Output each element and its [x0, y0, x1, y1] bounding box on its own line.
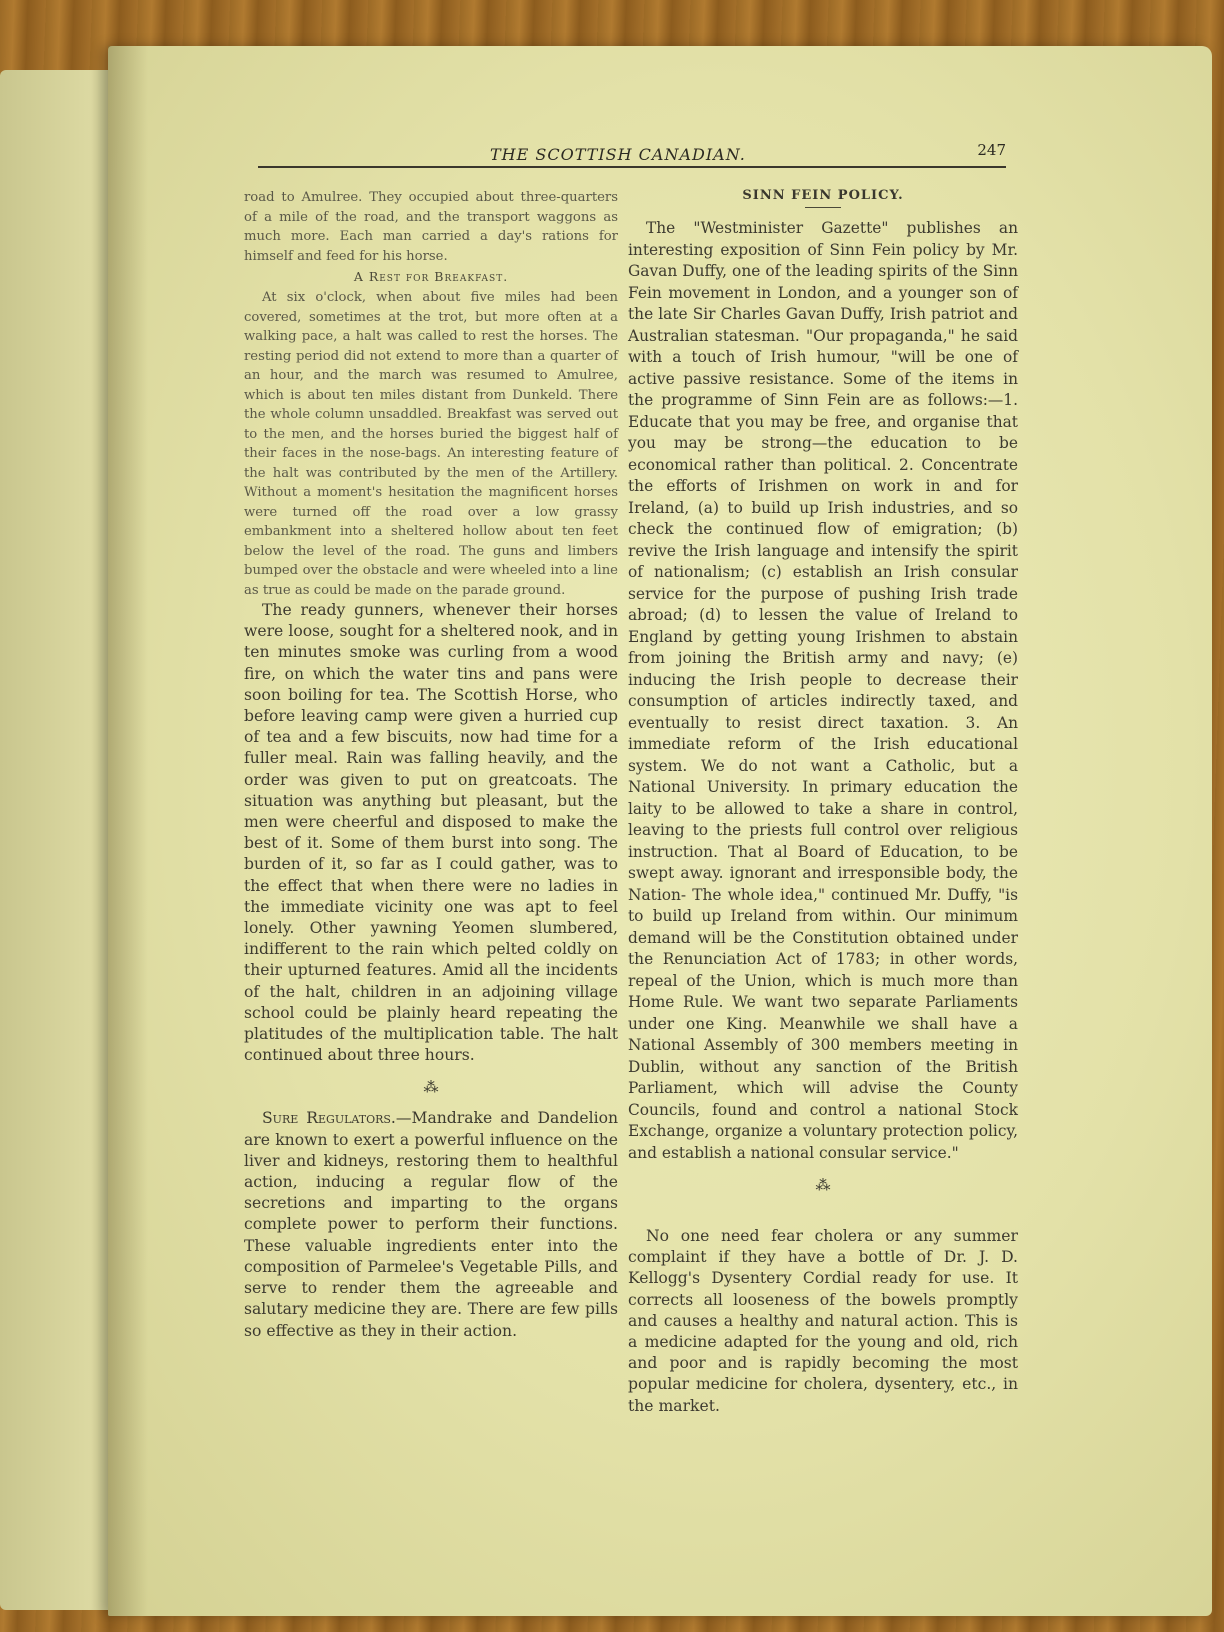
- running-header: [258, 135, 1006, 169]
- sinn-fein-article: The "Westminister Gazette" publishes an interesting exposition of Sinn Fein policy by Mr. Gavan Duffy, one of the leading spirits of the Sinn Fein movement in London, and a younger son of the late Sir Charles Gavan Duffy, Irish patriot and Australian statesman. "Our propaganda," he said with a touch of Irish humour, "will be one of active passive resistance. Some of the items in the programme of Sinn Fein are as follows:—1. Educate that you may be free, and organise that you may be strong—the education to be economical rather than political. 2. Concentrate the efforts of Irishmen on work in and for Ireland, (a) to build up Irish industries, and so check the continued flow of emigration; (b) revive the Irish language and intensify the spirit of nationalism; (c) establish an Irish consular service for the purpose of pushing Irish trade abroad; (d) to lessen the value of Ireland to England by getting young Irishmen to abstain from joining the British army and navy; (e) inducing the Irish people to decrease their consumption of articles indirectly taxed, and eventually to resist direct taxation. 3. An immediate reform of the Irish educational system. We do not want a Catholic, but a National University. In primary education the laity to be allowed to take a share in control, leaving to the priests full control over religious instruction. That al Board of Education, to be swept away. ignorant and irresponsible body, the Nation- The whole idea," continued Mr. Duffy, "is to build up Ireland from within. Our minimum demand will be the Constitution obtained under the Renunciation Act of 1783; in other words, repeal of the Union, which is much more than Home Rule. We want two separate Parliaments under one King. Meanwhile we shall have a National Assembly of 300 members meeting in Dublin, without any sanction of the British Parliament, which will advise the County Councils, found and control a national Stock Exchange, organize a voluntary protection policy, and establish a national consular service.": [628, 219, 1018, 1162]
- heading-rule: [805, 207, 841, 208]
- publication-title: THE SCOTTISH CANADIAN.: [490, 145, 746, 164]
- subheading-rest-for-breakfast: A Rest for Breakfast.: [353, 269, 509, 284]
- continued-paragraph: road to Amulree. They occupied about three-quarters of a mile of the road, and the transport waggons as much more. Each man carried a day's rations for himself and feed for his horse.: [244, 190, 618, 264]
- section-ornament: ⁂: [423, 1078, 439, 1097]
- cholera-cordial-advert: No one need fear cholera or any summer complaint if they have a bottle of Dr. J. D. Kellogg's Dysentery Cordial ready for use. It corrects all looseness of the bowels promptly and causes a healthy and natural action. This is a medicine adapted for the young and old, rich and poor and is rapidly becoming the most popular medicine for cholera, dysentery, etc., in the market.: [628, 1227, 1018, 1415]
- right-column: [628, 188, 1018, 1417]
- breakfast-paragraph: At six o'clock, when about five miles had been covered, sometimes at the trot, but more often at a walking pace, a halt was called to rest the horses. The resting period did not extend to more than a quarter of an hour, and the march was resumed to Amulree, which is about ten miles distant from Dunkeld. There the whole column unsaddled. Breakfast was served out to the men, and the horses buried the biggest half of their faces in the nose-bags. An interesting feature of the halt was contributed by the men of the Artillery. Without a moment's hesitation the magnificent horses were turned off the road over a low grassy embankment into a sheltered hollow about ten feet below the level of the road. The guns and limbers bumped over the obstacle and were wheeled into a line as true as could be made on the parade ground.: [244, 290, 618, 598]
- gunners-paragraph: The ready gunners, whenever their horses were loose, sought for a sheltered nook, and in ten minutes smoke was curling from a wood fire, on which the water tins and pans were soon boiling for tea. The Scottish Horse, who before leaving camp were given a hurried cup of tea and a few biscuits, now had time for a fuller meal. Rain was falling heavily, and the order was given to put on greatcoats. The situation was anything but pleasant, but the men were cheerful and disposed to make the best of it. Some of them burst into song. The burden of it, so far as I could gather, was to the effect that when there were no ladies in the immediate vicinity one was apt to feel lonely. Other yawning Yeomen slumbered, indifferent to the rain which pelted coldly on their upturned features. Amid all the incidents of the halt, children in an adjoining village school could be plainly heard repeating the platitudes of the multiplication table. The halt continued about three hours.: [244, 601, 618, 1065]
- sure-regulators-advert: [244, 1108, 618, 1341]
- section-ornament-right: ⁂: [815, 1176, 831, 1194]
- advert-lead: Sure Regulators.: [262, 1109, 396, 1128]
- header-rule: [258, 166, 1006, 168]
- spacer: [628, 1206, 1018, 1226]
- page-gutter-shadow: [108, 46, 148, 1616]
- sinn-fein-heading: SINN FEIN POLICY.: [742, 188, 904, 203]
- advert-body: —Mandrake and Dandelion are known to exert a powerful influence on the liver and kidneys, restoring them to healthful action, inducing a regular flow of the secretions and imparting to the organs complete power to perform their functions. These valuable ingredients enter into the composition of Parmelee's Vegetable Pills, and serve to render them the agreeable and salutary medicine they are. There are few pills so effective as they in their action.: [244, 1109, 619, 1340]
- left-column: [244, 188, 618, 1342]
- page-number: 247: [977, 141, 1006, 159]
